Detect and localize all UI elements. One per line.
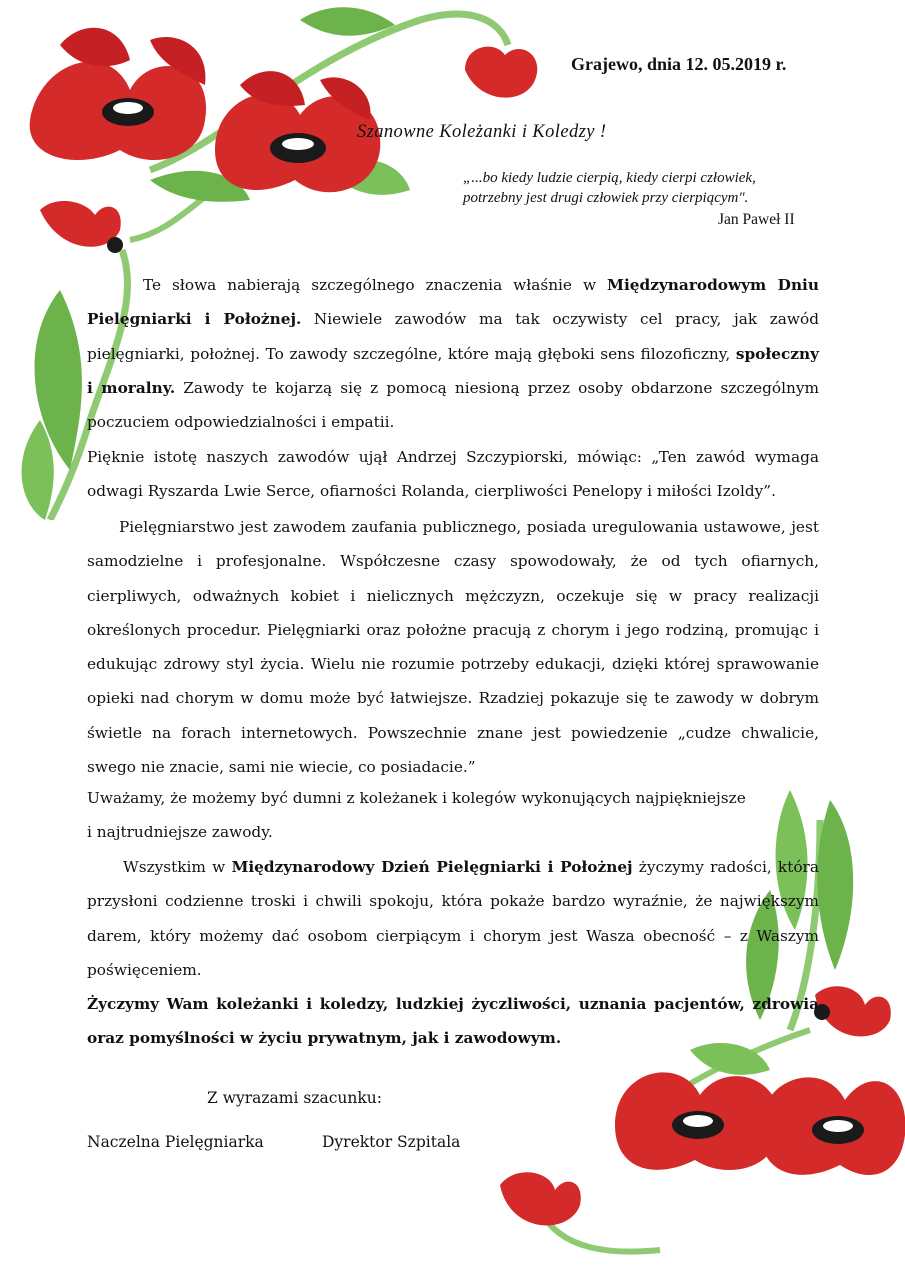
poppy-flower-icon [615, 1072, 780, 1170]
quote-line: „...bo kiedy ludzie cierpią, kiedy cierpi człowiek, [463, 170, 756, 186]
paragraph: Pielęgniarstwo jest zawodem zaufania publicznego, posiada uregulowania ustawowe, jest samodzielne i profesjonalne. Współczesne czasy spowodowały, że od tych ofiarnych, cierpliwych, odważnych kobiet i nielicznych mężczyzn, oczekuje się w pracy realizacji określonych procedur. Pielęgniarki oraz położne pracują z chorym i jego rodziną, promując i edukując zdrowy styl życia. Wielu nie rozumie potrzeby edukacji, dzięki której sprawowanie opieki nad chorym w domu może być łatwiejsze. Rzadziej pokazuje się te zawody w dobrym świetle na forach internetowych. Powszechnie znane jest powiedzenie „cudze chwalicie, swego nie znacie, sami nie wiecie, co posiadacie.” [87, 518, 819, 777]
poppy-flower-icon [760, 1077, 905, 1175]
signer-head-nurse: Naczelna Pielęgniarka [87, 1133, 264, 1151]
poppy-flower-icon [215, 71, 380, 192]
paragraph: Te słowa nabierają szczególnego znaczenia właśnie w Międzynarodowym Dniu Pielęgniarki i Położnej. Niewiele zawodów ma tak oczywisty cel pracy, jak zawód pielęgniarki, położnej. To zawody szczególne, które mają głęboki sens filozoficzny, społeczny i moralny. Zawody te kojarzą się z pomocą niesioną przez osoby obdarzone szczególnym poczuciem odpowiedzialności i empatii. [87, 276, 820, 432]
paragraph-wishes: Życzymy Wam koleżanki i koledzy, ludzkiej życzliwości, uznania pacjentów, zdrowia oraz pomyślności w życiu prywatnym, jak i zawodowym. [87, 995, 819, 1048]
signer-hospital-director: Dyrektor Szpitala [322, 1133, 461, 1151]
poppy-bud-icon [40, 201, 123, 253]
quote-line: potrzebny jest drugi człowiek przy cierpiącym". [463, 189, 749, 206]
emphasis: Międzynarodowym Dniu Pielęgniarki i Położnej. [87, 276, 819, 329]
greeting: Szanowne Koleżanki i Koledzy ! [357, 122, 607, 142]
poppy-bud-icon [465, 47, 537, 98]
paragraph: Pięknie istotę naszych zawodów ujął Andrzej Szczypiorski, mówiąc: „Ten zawód wymaga odwagi Ryszarda Lwie Serce, ofiarności Rolanda, cierpliwości Penelopy i miłości Izoldy”. [87, 448, 819, 501]
poppy-bud-icon [500, 1172, 581, 1225]
leaf-icon [21, 420, 53, 520]
letter-date: Grajewo, dnia 12. 05.2019 r. [571, 54, 787, 74]
closing-regards: Z wyrazami szacunku: [207, 1089, 382, 1107]
emphasis: społeczny i moralny. [87, 344, 819, 397]
quote [463, 169, 819, 208]
paragraph: Wszystkim w Międzynarodowy Dzień Pielęgniarki i Położnej życzymy radości, która przysłoni codzienne troski i chwili spokoju, która pokaże bardzo wyraźnie, że największym darem, który możemy dać osobom cierpiącym i chorym jest Wasza obecność – z Waszym poświęceniem. [87, 858, 819, 979]
emphasis: Międzynarodowy Dzień Pielęgniarki i Położnej [231, 858, 633, 876]
poppy-flower-icon [30, 28, 206, 160]
paragraph: Uważamy, że możemy być dumni z koleżanek i kolegów wykonujących najpiękniejsze i najtrudniejsze zawody. [87, 789, 746, 842]
poppy-bud-icon [814, 986, 891, 1036]
quote-author: Jan Paweł II [718, 211, 795, 228]
